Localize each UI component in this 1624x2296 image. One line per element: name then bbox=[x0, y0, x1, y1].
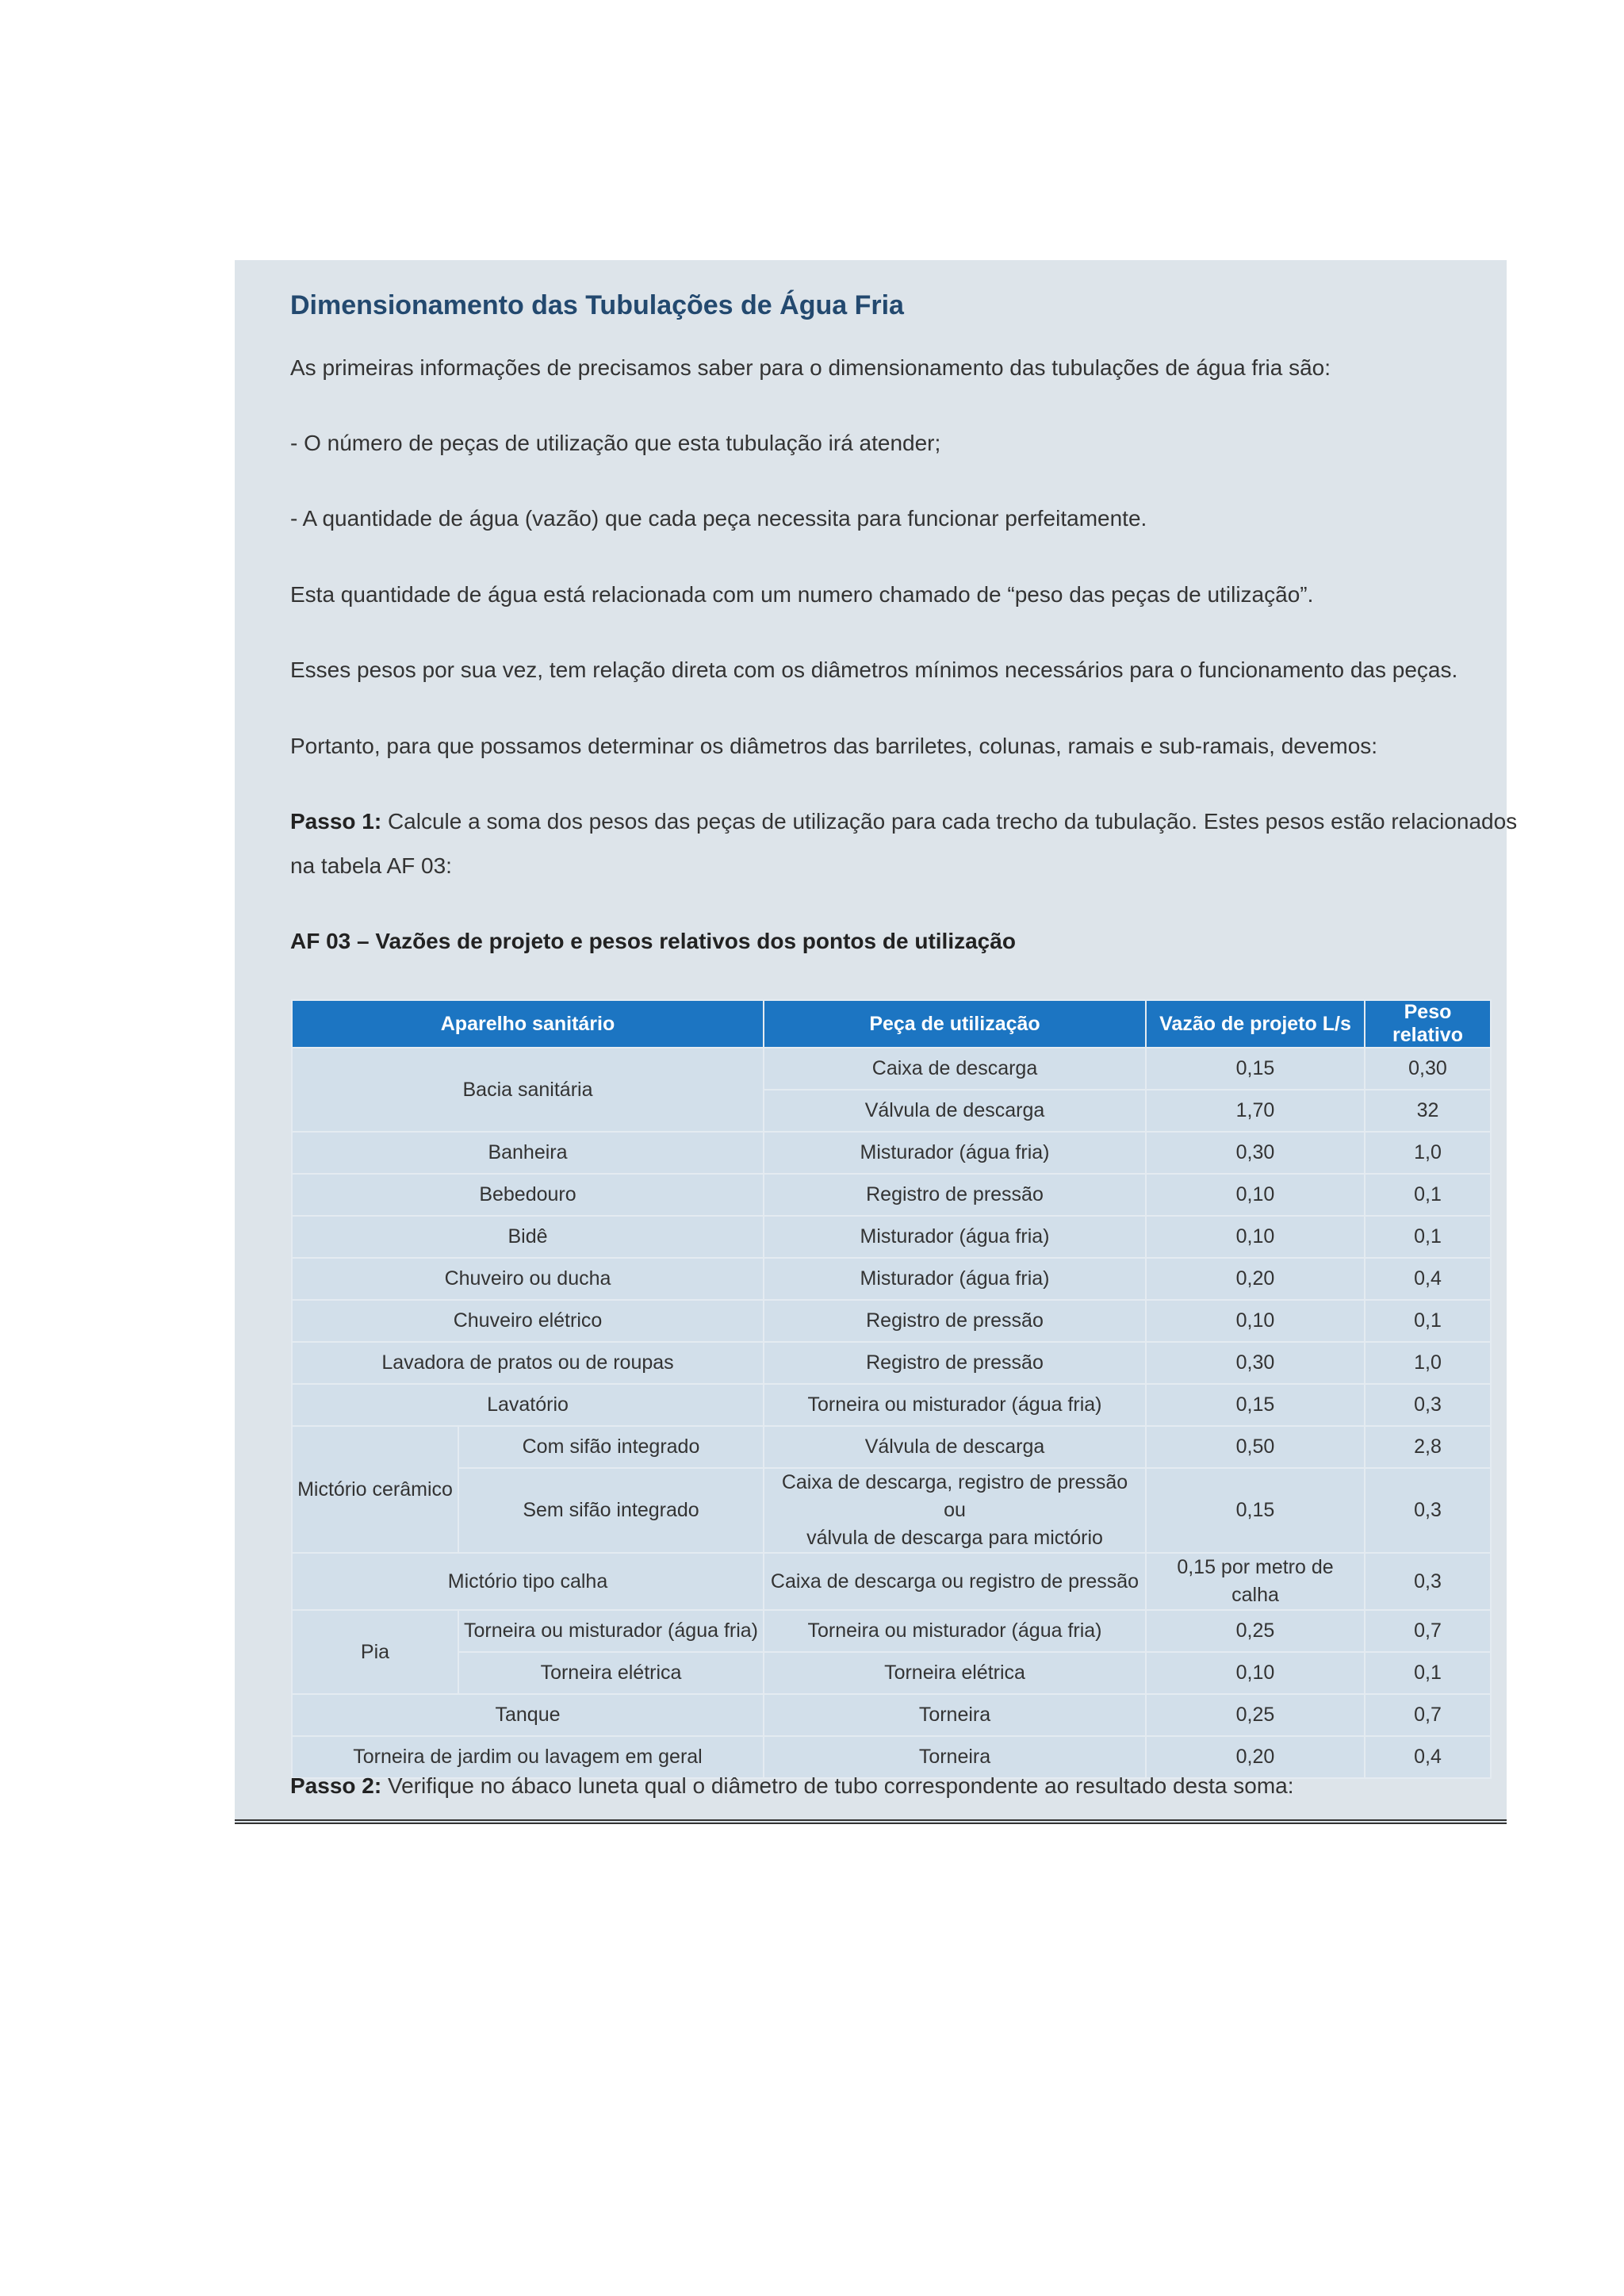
cell-aparelho: Lavatório bbox=[292, 1384, 764, 1426]
step-1-label: Passo 1: bbox=[290, 809, 382, 834]
cell-vazao: 0,15 bbox=[1146, 1384, 1365, 1426]
cell-peca bbox=[764, 1468, 1146, 1553]
paragraph-item-1: - O número de peças de utilização que esta tubulação irá atender; bbox=[290, 431, 941, 455]
cell-vazao: 0,25 bbox=[1146, 1610, 1365, 1652]
cell-vazao: 0,50 bbox=[1146, 1426, 1365, 1468]
cell-vazao: 0,10 bbox=[1146, 1174, 1365, 1216]
cell-vazao: 0,10 bbox=[1146, 1216, 1365, 1258]
table-row bbox=[292, 1652, 1491, 1694]
cell-peca-line: Caixa de descarga, registro de pressão ou bbox=[781, 1471, 1128, 1521]
cell-peca: Registro de pressão bbox=[764, 1300, 1146, 1342]
step-2-text: Verifique no ábaco luneta qual o diâmetro de tubo correspondente ao resultado desta soma: bbox=[381, 1773, 1294, 1798]
cell-peso: 0,4 bbox=[1365, 1736, 1491, 1778]
cell-peca: Torneira ou misturador (água fria) bbox=[764, 1384, 1146, 1426]
cell-vazao: 0,30 bbox=[1146, 1132, 1365, 1174]
cell-vazao: 0,20 bbox=[1146, 1736, 1365, 1778]
table-row bbox=[292, 1426, 1491, 1468]
cell-peso: 0,1 bbox=[1365, 1216, 1491, 1258]
table-row bbox=[292, 1258, 1491, 1300]
cell-aparelho-sub: Sem sifão integrado bbox=[458, 1468, 764, 1553]
table-row bbox=[292, 1384, 1491, 1426]
cell-peca: Torneira ou misturador (água fria) bbox=[764, 1610, 1146, 1652]
step-2 bbox=[290, 1773, 1294, 1799]
cell-aparelho-sub: Com sifão integrado bbox=[458, 1426, 764, 1468]
cell-aparelho: Bacia sanitária bbox=[292, 1048, 764, 1132]
cell-peca: Torneira elétrica bbox=[764, 1652, 1146, 1694]
cell-peso: 0,4 bbox=[1365, 1258, 1491, 1300]
cell-peso: 0,3 bbox=[1365, 1384, 1491, 1426]
cell-peca: Válvula de descarga bbox=[764, 1426, 1146, 1468]
cell-aparelho-sub: Torneira ou misturador (água fria) bbox=[458, 1610, 764, 1652]
cell-peca: Torneira bbox=[764, 1694, 1146, 1736]
table-row bbox=[292, 1132, 1491, 1174]
table-row bbox=[292, 1174, 1491, 1216]
cell-aparelho: Chuveiro elétrico bbox=[292, 1300, 764, 1342]
paragraph-peso: Esta quantidade de água está relacionada com um numero chamado de “peso das peças de utilização”. bbox=[290, 582, 1314, 607]
cell-aparelho: Mictório tipo calha bbox=[292, 1553, 764, 1610]
header-peca: Peça de utilização bbox=[764, 1000, 1146, 1048]
cell-aparelho: Lavadora de pratos ou de roupas bbox=[292, 1342, 764, 1384]
step-2-label: Passo 2: bbox=[290, 1773, 382, 1798]
table-row bbox=[292, 1736, 1491, 1778]
cell-vazao: 0,10 bbox=[1146, 1652, 1365, 1694]
cell-aparelho: Chuveiro ou ducha bbox=[292, 1258, 764, 1300]
step-1 bbox=[290, 809, 1517, 834]
cell-vazao: 0,25 bbox=[1146, 1694, 1365, 1736]
step-1-text: Calcule a soma dos pesos das peças de utilização para cada trecho da tubulação. Estes pesos estão relacionados bbox=[381, 809, 1518, 834]
step-1-continuation: na tabela AF 03: bbox=[290, 853, 452, 878]
table-row bbox=[292, 1342, 1491, 1384]
cell-peca: Misturador (água fria) bbox=[764, 1132, 1146, 1174]
header-aparelho: Aparelho sanitário bbox=[292, 1000, 764, 1048]
cell-aparelho: Torneira de jardim ou lavagem em geral bbox=[292, 1736, 764, 1778]
table-row bbox=[292, 1216, 1491, 1258]
cell-peso: 0,3 bbox=[1365, 1468, 1491, 1553]
paragraph-diametros: Esses pesos por sua vez, tem relação direta com os diâmetros mínimos necessários para o funcionamento das peças. bbox=[290, 657, 1458, 682]
paragraph-portanto: Portanto, para que possamos determinar os diâmetros das barriletes, colunas, ramais e sub-ramais, devemos: bbox=[290, 734, 1378, 758]
table-row bbox=[292, 1694, 1491, 1736]
cell-peca: Misturador (água fria) bbox=[764, 1258, 1146, 1300]
cell-peca: Registro de pressão bbox=[764, 1174, 1146, 1216]
cell-peso: 1,0 bbox=[1365, 1132, 1491, 1174]
cell-vazao: 0,15 bbox=[1146, 1048, 1365, 1090]
table-row bbox=[292, 1468, 1491, 1553]
cell-vazao: 1,70 bbox=[1146, 1090, 1365, 1132]
cell-aparelho: Bebedouro bbox=[292, 1174, 764, 1216]
cell-peca: Misturador (água fria) bbox=[764, 1216, 1146, 1258]
cell-peso: 0,7 bbox=[1365, 1610, 1491, 1652]
cell-aparelho: Tanque bbox=[292, 1694, 764, 1736]
cell-aparelho-sub: Torneira elétrica bbox=[458, 1652, 764, 1694]
table-row bbox=[292, 1610, 1491, 1652]
cell-peca: Registro de pressão bbox=[764, 1342, 1146, 1384]
cell-peca: Válvula de descarga bbox=[764, 1090, 1146, 1132]
cell-aparelho-group: Pia bbox=[292, 1610, 458, 1694]
cell-vazao: 0,20 bbox=[1146, 1258, 1365, 1300]
table-row bbox=[292, 1048, 1491, 1090]
cell-peso: 0,1 bbox=[1365, 1300, 1491, 1342]
cell-peca: Caixa de descarga bbox=[764, 1048, 1146, 1090]
header-peso: Peso relativo bbox=[1365, 1000, 1491, 1048]
cell-aparelho-group: Mictório cerâmico bbox=[292, 1426, 458, 1553]
content-panel bbox=[235, 260, 1518, 1824]
cell-peso: 0,7 bbox=[1365, 1694, 1491, 1736]
cell-peso: 0,30 bbox=[1365, 1048, 1491, 1090]
cell-peca: Torneira bbox=[764, 1736, 1146, 1778]
cell-peso: 0,1 bbox=[1365, 1174, 1491, 1216]
cell-aparelho: Bidê bbox=[292, 1216, 764, 1258]
table-row bbox=[292, 1553, 1491, 1610]
cell-peso: 2,8 bbox=[1365, 1426, 1491, 1468]
cell-vazao: 0,15 bbox=[1146, 1468, 1365, 1553]
table-af03 bbox=[291, 999, 1490, 1779]
page-title: Dimensionamento das Tubulações de Água Fria bbox=[290, 290, 904, 320]
cell-peso: 32 bbox=[1365, 1090, 1491, 1132]
cell-peca-line: válvula de descarga para mictório bbox=[806, 1527, 1103, 1549]
paragraph-item-2: - A quantidade de água (vazão) que cada peça necessita para funcionar perfeitamente. bbox=[290, 506, 1147, 531]
table-row bbox=[292, 1300, 1491, 1342]
cell-vazao: 0,15 por metro de calha bbox=[1146, 1553, 1365, 1610]
header-vazao: Vazão de projeto L/s bbox=[1146, 1000, 1365, 1048]
paragraph-intro: As primeiras informações de precisamos saber para o dimensionamento das tubulações de água fria são: bbox=[290, 355, 1331, 380]
panel-bottom-border bbox=[235, 1819, 1507, 1824]
cell-aparelho: Banheira bbox=[292, 1132, 764, 1174]
cell-peso: 0,1 bbox=[1365, 1652, 1491, 1694]
cell-peso: 1,0 bbox=[1365, 1342, 1491, 1384]
table-header-row bbox=[292, 1000, 1491, 1048]
cell-peso: 0,3 bbox=[1365, 1553, 1491, 1610]
cell-peca: Caixa de descarga ou registro de pressão bbox=[764, 1553, 1146, 1610]
cell-vazao: 0,30 bbox=[1146, 1342, 1365, 1384]
table-title: AF 03 – Vazões de projeto e pesos relativos dos pontos de utilização bbox=[290, 929, 1016, 953]
cell-vazao: 0,10 bbox=[1146, 1300, 1365, 1342]
